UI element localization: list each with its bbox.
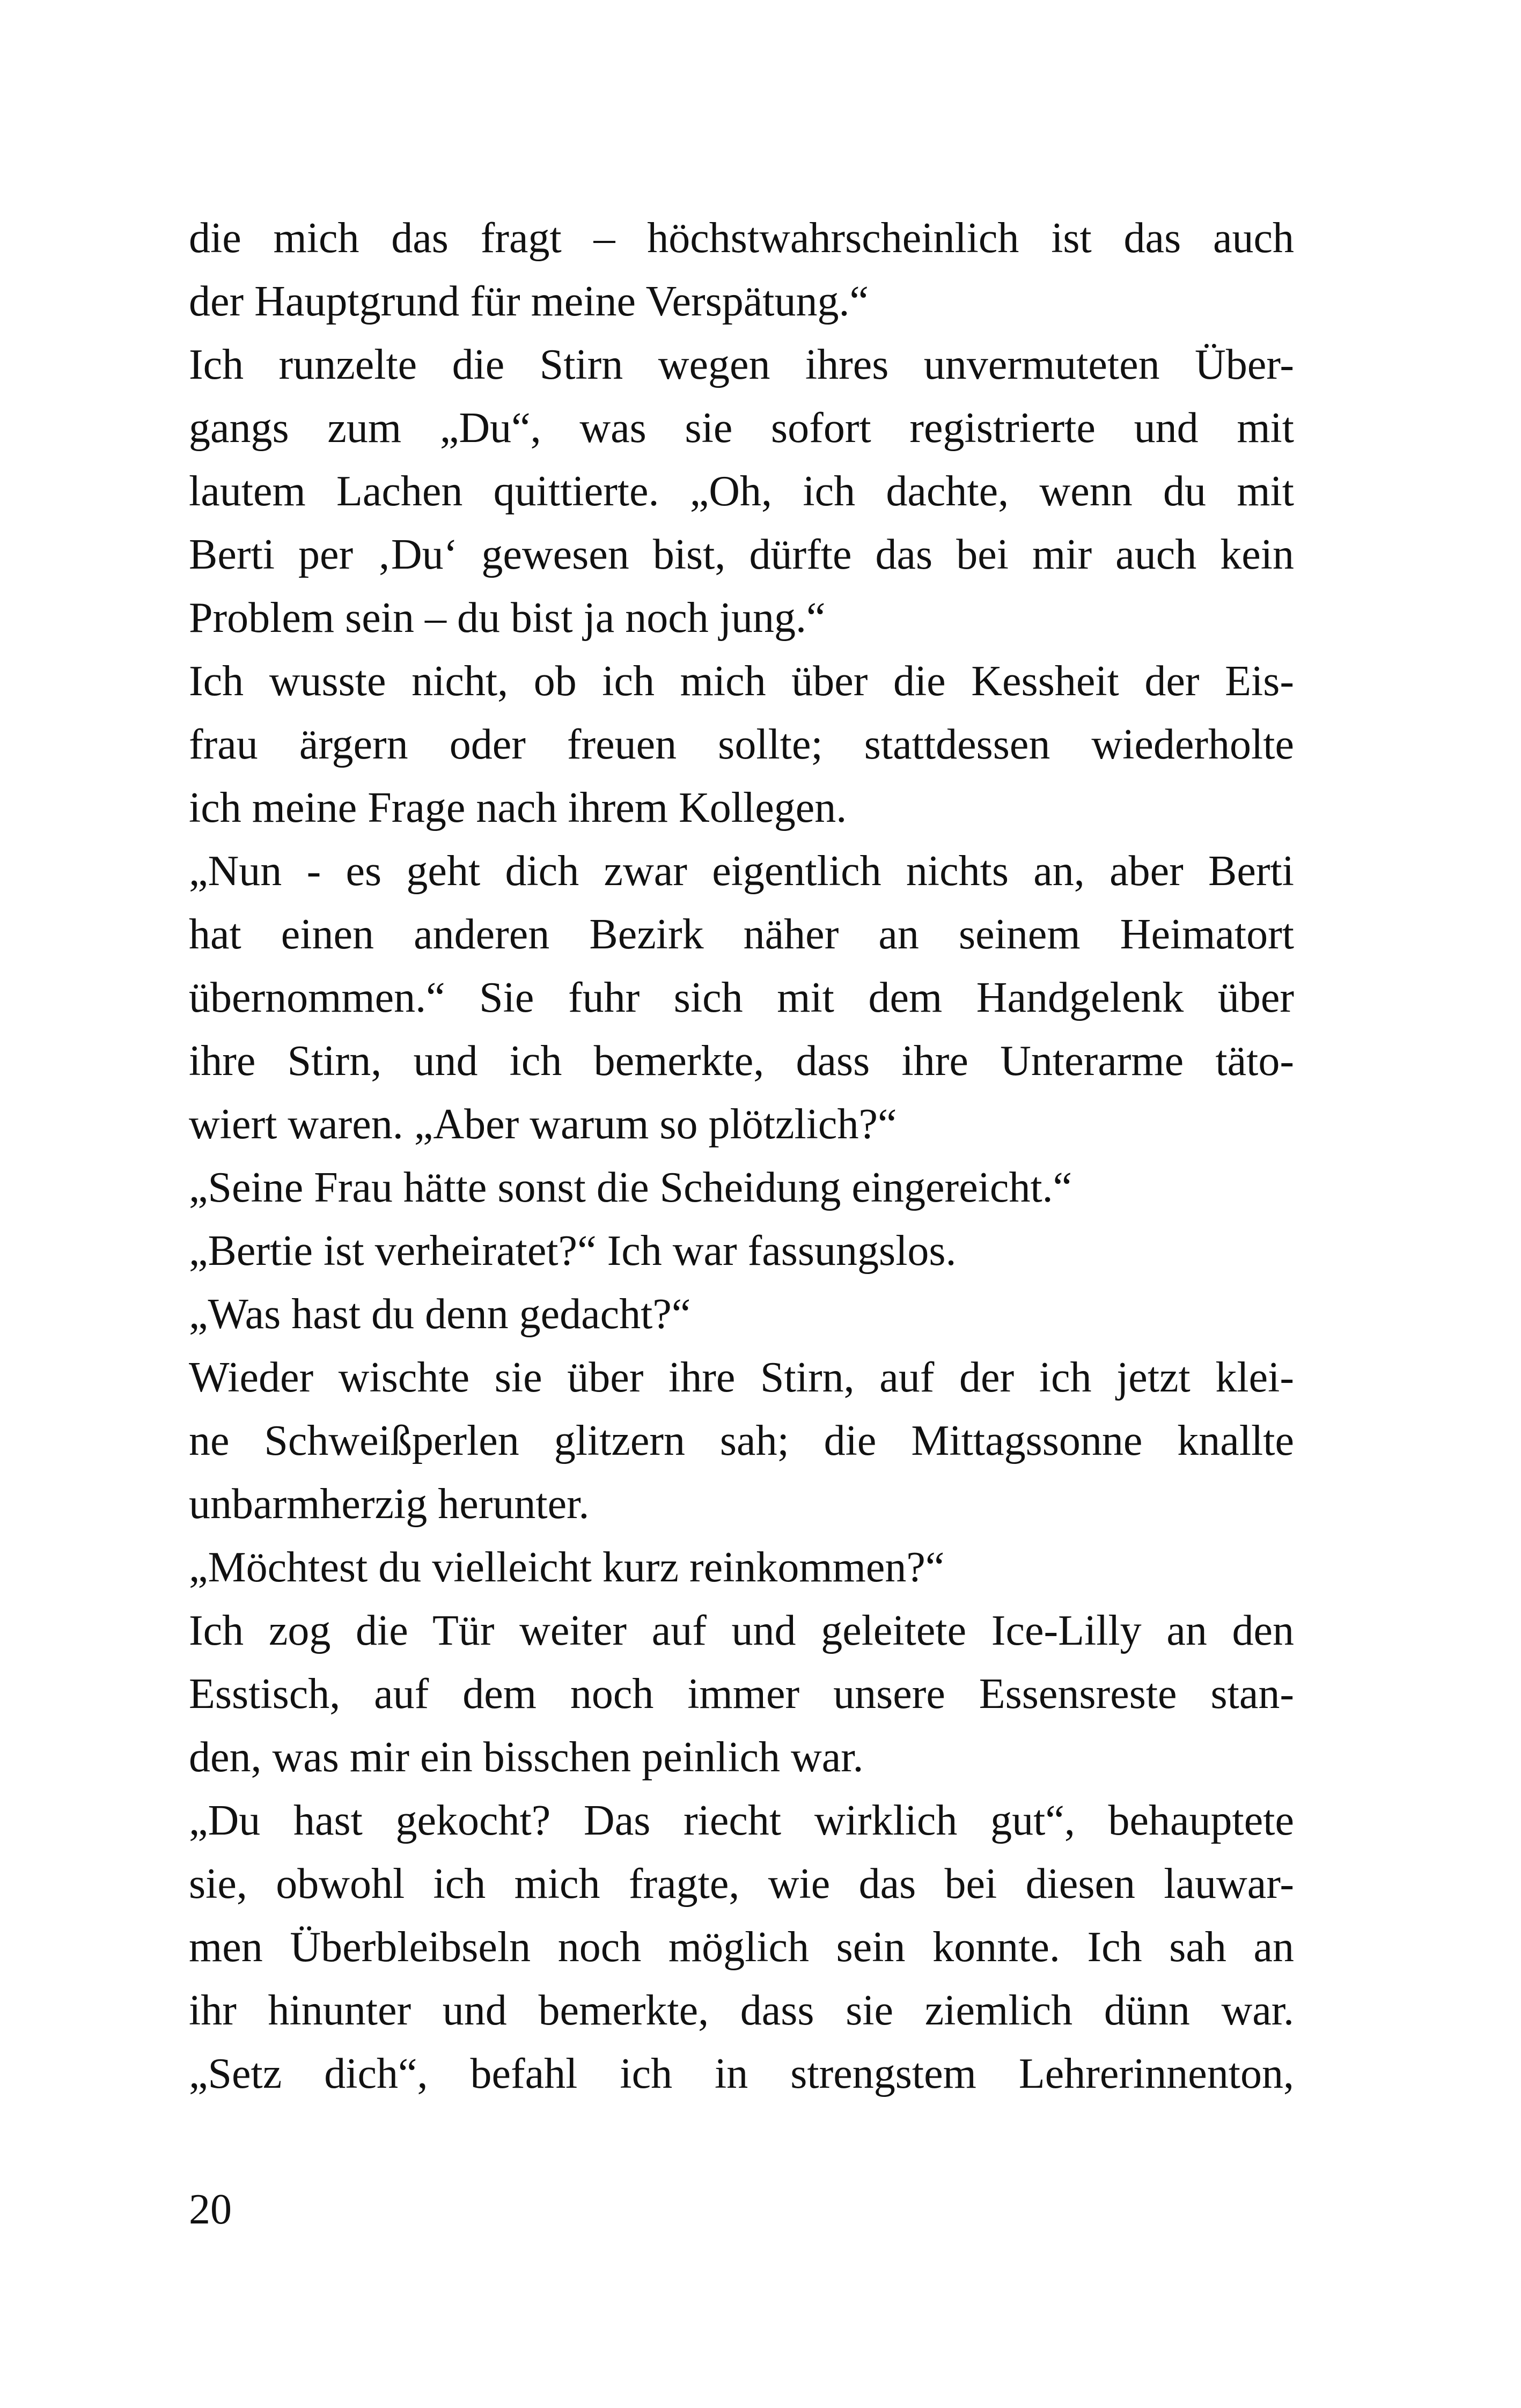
text-line: „Du hast gekocht? Das riecht wirklich gut“, behauptete bbox=[189, 1797, 1294, 1844]
text-line: der Hauptgrund für meine Verspätung.“ bbox=[189, 278, 869, 325]
text-line: „Was hast du denn gedacht?“ bbox=[189, 1291, 691, 1338]
text-line: „Setz dich“, befahl ich in strengstem Lehrerinnenton, bbox=[189, 2050, 1294, 2097]
text-line: sie, obwohl ich mich fragte, wie das bei diesen lauwar- bbox=[189, 1860, 1294, 1908]
text-line: Wieder wischte sie über ihre Stirn, auf der ich jetzt klei- bbox=[189, 1354, 1294, 1401]
text-line: Ich zog die Tür weiter auf und geleitete Ice-Lilly an den bbox=[189, 1607, 1294, 1654]
text-line: Berti per ‚Du‘ gewesen bist, dürfte das bei mir auch kein bbox=[189, 531, 1294, 578]
text-line: Ich runzelte die Stirn wegen ihres unvermuteten Über- bbox=[189, 341, 1294, 388]
text-line: „Möchtest du vielleicht kurz reinkommen?“ bbox=[189, 1544, 945, 1591]
text-line: ihre Stirn, und ich bemerkte, dass ihre Unterarme täto- bbox=[189, 1037, 1294, 1085]
text-line: den, was mir ein bisschen peinlich war. bbox=[189, 1734, 864, 1781]
text-line: lautem Lachen quittierte. „Oh, ich dachte, wenn du mit bbox=[189, 468, 1294, 515]
text-line: ihr hinunter und bemerkte, dass sie ziemlich dünn war. bbox=[189, 1987, 1294, 2034]
text-line: frau ärgern oder freuen sollte; stattdessen wiederholte bbox=[189, 721, 1294, 768]
text-line: unbarmherzig herunter. bbox=[189, 1481, 590, 1528]
text-line: Esstisch, auf dem noch immer unsere Essensreste stan- bbox=[189, 1670, 1294, 1718]
text-line: wiert waren. „Aber warum so plötzlich?“ bbox=[189, 1101, 897, 1148]
text-line: übernommen.“ Sie fuhr sich mit dem Handgelenk über bbox=[189, 974, 1294, 1021]
text-line: gangs zum „Du“, was sie sofort registrierte und mit bbox=[189, 404, 1294, 452]
text-line: „Seine Frau hätte sonst die Scheidung eingereicht.“ bbox=[189, 1164, 1072, 1211]
text-line: Ich wusste nicht, ob ich mich über die Kessheit der Eis- bbox=[189, 658, 1294, 705]
text-line: „Bertie ist verheiratet?“ Ich war fassungslos. bbox=[189, 1227, 957, 1275]
text-line: Problem sein – du bist ja noch jung.“ bbox=[189, 594, 826, 642]
text-line: die mich das fragt – höchstwahrscheinlich ist das auch bbox=[189, 215, 1294, 262]
text-line: men Überbleibseln noch möglich sein konnte. Ich sah an bbox=[189, 1924, 1294, 1971]
text-line: ne Schweißperlen glitzern sah; die Mittagssonne knallte bbox=[189, 1417, 1294, 1464]
body-text bbox=[189, 207, 1294, 2105]
text-line: „Nun - es geht dich zwar eigentlich nichts an, aber Berti bbox=[189, 848, 1294, 895]
text-line: ich meine Frage nach ihrem Kollegen. bbox=[189, 784, 847, 831]
text-line: hat einen anderen Bezirk näher an seinem Heimatort bbox=[189, 911, 1294, 958]
page-number: 20 bbox=[189, 2186, 232, 2233]
